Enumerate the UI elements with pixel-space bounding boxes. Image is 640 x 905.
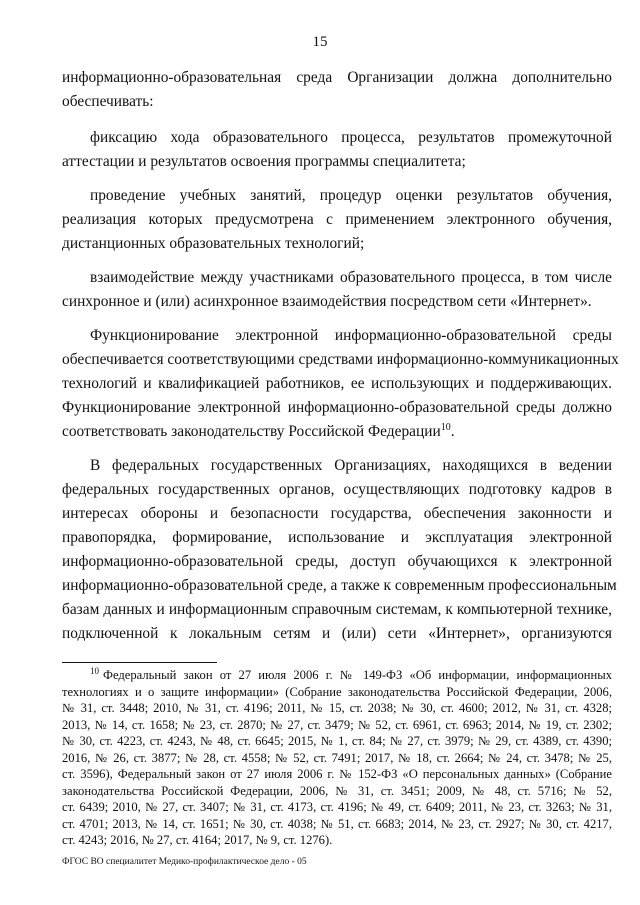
footnote-line: ст. 3596), Федеральный закон от 27 июля 2006 г. № 152-ФЗ «О персональных данных» (Собрание bbox=[62, 767, 612, 781]
text-line: синхронное и (или) асинхронное взаимодействия посредством сети «Интернет». bbox=[62, 293, 592, 310]
text-line: информационно-образовательной среде, а также к современным профессиональным bbox=[62, 577, 617, 594]
footnote-line: ст. 6439; 2010, № 27, ст. 3407; № 31, ст. 4173, ст. 4196; № 49, ст. 6409; 2011, № 23, ст. 3263; № 31, bbox=[62, 800, 612, 814]
page-number: 15 bbox=[312, 34, 328, 50]
footnote-line: № 31, ст. 3448; 2010, № 31, ст. 4196; 2011, № 15, ст. 2038; № 30, ст. 4600; 2012, № 31, ст. 4328; bbox=[62, 701, 612, 715]
footnote-line: № 30, ст. 4223, ст. 4243, № 48, ст. 6645; 2015, № 1, ст. 84; № 27, ст. 3979; № 29, ст. 4389, ст. 4390; bbox=[62, 734, 612, 748]
footnote-line: 2016, № 26, ст. 3877; № 28, ст. 4558; № 52, ст. 7491; 2017, № 18, ст. 2664; № 24, ст. 3478; № 25, bbox=[62, 750, 612, 765]
footnote-line: 2013, № 14, ст. 1658; № 23, ст. 2870; № 27, ст. 3479; № 52, ст. 6961, ст. 6963; 2014, № 19, ст. 2302; bbox=[62, 717, 612, 732]
text-line: В федеральных государственных Организациях, находящихся в ведении bbox=[90, 457, 612, 474]
text-line: интересах обороны и безопасности государства, обеспечения законности и bbox=[62, 505, 612, 522]
footnote-reference: 10 bbox=[440, 421, 451, 433]
text-line: информационно-образовательной среды, доступ обучающихся к электронной bbox=[62, 553, 612, 570]
footnote bbox=[62, 667, 612, 849]
text-line: подключенной к локальным сетям и (или) сети «Интернет», организуются bbox=[62, 625, 612, 642]
text-line: реализация которых предусмотрена с применением электронного обучения, bbox=[62, 211, 612, 228]
text-line: аттестации и результатов освоения программы специалитета; bbox=[62, 153, 466, 170]
footnote-line: ст. 4243; 2016, № 27, ст. 4164; 2017, № 9, ст. 1276). bbox=[62, 833, 333, 847]
main-text bbox=[62, 66, 619, 646]
text-line-content: соответствовать законодательству Российской Федерации bbox=[62, 423, 441, 440]
text-line: правопорядка, формирование, использование и эксплуатация электронной bbox=[62, 529, 612, 546]
footnote-divider bbox=[62, 662, 217, 663]
text-line: Функционирование электронной информационно-образовательной среды bbox=[90, 327, 612, 344]
text-line: проведение учебных занятий, процедур оценки результатов обучения, bbox=[90, 187, 612, 204]
page-footer: ФГОС ВО специалитет Медико-профилактическое дело - 05 bbox=[62, 857, 307, 867]
footnote-line: законодательства Российской Федерации, 2006, № 31, ст. 3451; 2009, № 48, ст. 5716; № 52, bbox=[62, 783, 612, 798]
text-line: соответствовать законодательству Российской Федерации$^{10}$. bbox=[62, 421, 455, 440]
footnote-line: ст. 4701; 2013, № 14, ст. 1651; № 30, ст. 4038; № 51, ст. 6683; 2014, № 23, ст. 2927; № 30, ст. 4217, bbox=[62, 816, 612, 831]
text-line: дистанционных образовательных технологий; bbox=[62, 235, 365, 252]
text-line: обеспечивать: bbox=[62, 93, 154, 110]
text-line: базам данных и информационным справочным системам, к компьютерной технике, bbox=[62, 601, 612, 618]
footnote-line: технологиях и о защите информации» (Собрание законодательства Российской Федерации, 2006, bbox=[62, 684, 612, 699]
text-line: технологий и квалификацией работников, ее использующих и поддерживающих. bbox=[62, 375, 612, 392]
footnote-text: Федеральный закон от 27 июля 2006 г. № 149-ФЗ «Об информации, информационных bbox=[103, 668, 612, 682]
text-line: Функционирование электронной информационно-образовательной среды должно bbox=[62, 399, 612, 416]
footnote-marker: 10 bbox=[90, 665, 99, 676]
text-line: обеспечивается соответствующими средствами информационно-коммуникационных bbox=[62, 351, 619, 368]
text-line: взаимодействие между участниками образовательного процесса, в том числе bbox=[90, 269, 612, 286]
text-line: фиксацию хода образовательного процесса, результатов промежуточной bbox=[90, 129, 612, 146]
footnote-line bbox=[62, 667, 612, 684]
text-line: информационно-образовательная среда Организации должна дополнительно bbox=[62, 69, 612, 86]
text-line: федеральных государственных органов, осуществляющих подготовку кадров в bbox=[62, 481, 612, 498]
